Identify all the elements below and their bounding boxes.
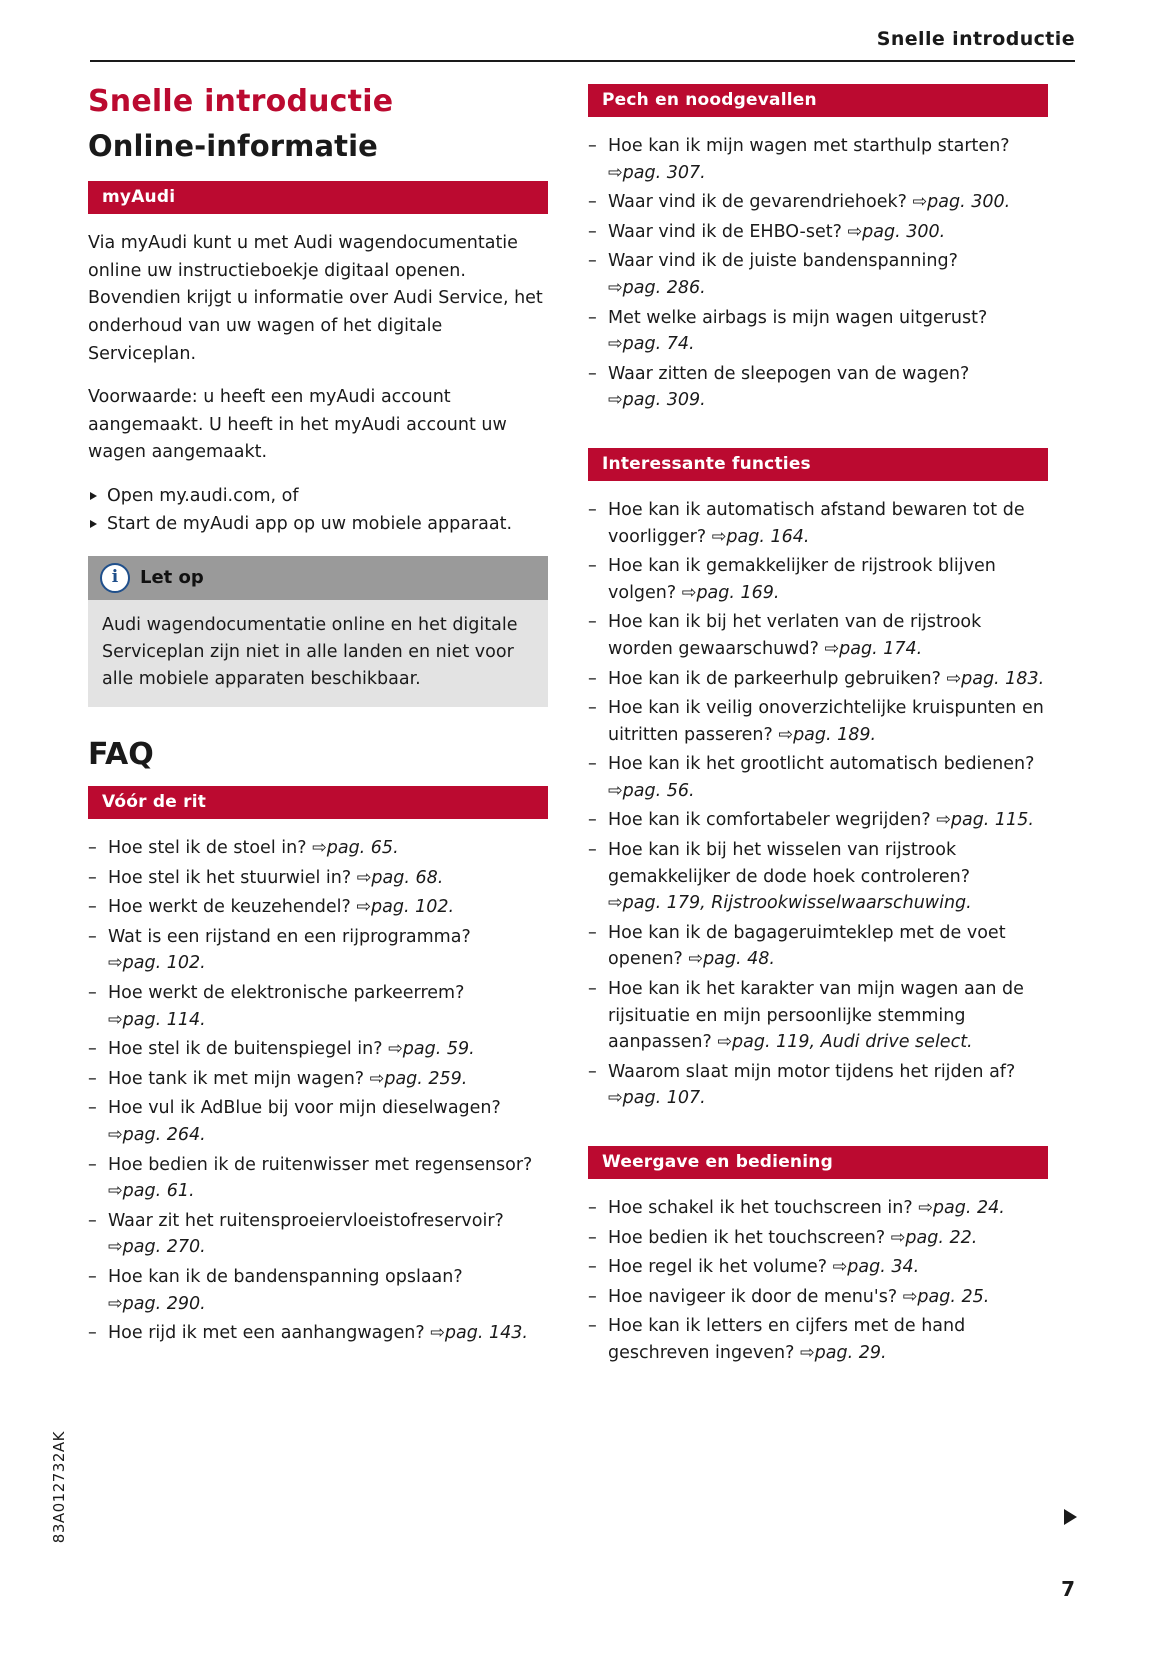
question-text: Hoe stel ik de buitenspiegel in? [108,1039,383,1060]
list-item [588,133,1048,186]
question-text: Met welke airbags is mijn wagen uitgerust? [608,307,988,328]
page-reference: ⇨pag. 169. [681,582,780,603]
list-item [588,1225,1048,1252]
page-reference: ⇨pag. 24. [918,1198,1005,1218]
section-bar-pech-en-noodgevallen: Pech en noodgevallen [588,84,1048,117]
section-bar-voor-de-rit: Vóór de rit [88,786,548,819]
question-text: Hoe stel ik de stoel in? [108,838,307,858]
page-reference: ⇨pag. 65. [312,838,399,858]
question-text: Hoe kan ik bij het wisselen van rijstrook gemakkelijker de dode hoek controleren? [608,840,971,887]
page-reference: ⇨pag. 68. [356,867,444,888]
right-column [588,84,1048,1370]
list-item: Open my.audi.com, of [88,483,548,509]
spine-document-code: 83A012732AK [50,1430,68,1543]
question-text: Hoe vul ik AdBlue bij voor mijn dieselwagen? [108,1098,501,1119]
list-item [88,924,548,977]
list-item [588,609,1048,662]
list-item [88,1320,548,1347]
faq-list-display [588,1195,1048,1367]
myaudi-action-list [88,483,548,538]
page-reference: ⇨pag. 22. [890,1227,978,1248]
page-reference: ⇨pag. 164. [711,526,810,547]
question-text: Waar vind ik de juiste bandenspanning? [608,251,958,272]
list-item [588,1059,1048,1112]
page-reference: ⇨pag. 307. [608,162,706,183]
page-number: 7 [1061,1577,1075,1601]
note-label: Let op [140,567,204,589]
question-text: Hoe kan ik mijn wagen met starthulp starten? [608,136,1010,156]
list-item [588,976,1048,1056]
question-text: Waar zit het ruitensproeiervloeistofreservoir? [108,1210,504,1231]
left-column [88,84,548,1350]
page-reference: ⇨pag. 102. [356,897,455,918]
list-item [588,1195,1048,1222]
page-reference: ⇨pag. 270. [108,1237,206,1258]
note-header [88,556,548,600]
page-reference: ⇨pag. 300. [912,192,1011,213]
header-rule [90,60,1075,62]
question-text: Waarom slaat mijn motor tijdens het rijden af? [608,1061,1016,1082]
page-reference: ⇨pag. 189. [778,724,877,745]
faq-list-features [588,497,1048,1112]
question-text: Hoe bedien ik het touchscreen? [608,1227,886,1248]
list-item [588,837,1048,917]
list-item [588,497,1048,550]
question-text: Hoe kan ik letters en cijfers met de hand geschreven ingeven? [608,1316,966,1363]
question-text: Hoe werkt de elektronische parkeerrem? [108,982,465,1003]
list-item [588,1313,1048,1366]
list-item [588,553,1048,606]
list-item [588,361,1048,414]
list-item [588,248,1048,301]
question-text: Hoe bedien ik de ruitenwisser met regensensor? [108,1154,533,1175]
continuation-arrow-icon [1064,1509,1077,1525]
question-text: Hoe kan ik automatisch afstand bewaren tot de voorligger? [608,499,1025,547]
question-text: Waar vind ik de EHBO-set? [608,221,842,242]
question-text: Hoe kan ik het karakter van mijn wagen aan de rijsituatie en mijn persoonlijke stemming aanpassen? [608,979,1024,1053]
question-text: Hoe tank ik met mijn wagen? [108,1068,365,1089]
page-reference: ⇨pag. 290. [108,1293,206,1314]
page-reference: ⇨pag. 56. [608,780,695,801]
question-text: Waar zitten de sleepogen van de wagen? [608,363,970,384]
question-text: Hoe kan ik bij het verlaten van de rijstrook worden gewaarschuwd? [608,612,982,659]
list-item [88,1152,548,1205]
page-reference: ⇨pag. 107. [608,1088,706,1109]
page-reference: ⇨pag. 29. [799,1342,887,1363]
page-reference: ⇨pag. 48. [688,949,775,970]
question-text: Hoe werkt de keuzehendel? [108,897,351,918]
list-item [588,219,1048,246]
page-reference: ⇨pag. 264. [108,1124,206,1145]
list-item [588,666,1048,693]
page-reference: ⇨pag. 286. [608,277,706,298]
list-item [588,695,1048,748]
question-text: Hoe kan ik gemakkelijker de rijstrook blijven volgen? [608,556,996,603]
page-reference: ⇨pag. 25. [902,1286,990,1307]
running-head: Snelle introductie [876,28,1075,50]
list-item [88,1066,548,1093]
question-text: Hoe navigeer ik door de menu's? [608,1286,898,1307]
page-reference: ⇨pag. 114. [108,1009,206,1030]
list-item [88,1095,548,1148]
list-item [588,1284,1048,1311]
question-text: Hoe stel ik het stuurwiel in? [108,867,352,888]
page-reference: ⇨pag. 179, Rijstrookwisselwaarschuwing. [608,893,972,914]
list-item [588,751,1048,804]
question-text: Hoe regel ik het volume? [608,1257,828,1278]
list-item [88,1036,548,1063]
paragraph-myaudi-intro: Via myAudi kunt u met Audi wagendocumentatie online uw instructieboekje digitaal openen. Bovendien krijgt u informatie over Audi Service, het onderhoud van uw wagen of het digitale Serviceplan. [88,233,543,364]
page-reference: ⇨pag. 309. [608,390,706,411]
page-reference: ⇨pag. 59. [388,1039,475,1060]
faq-list-breakdown [588,133,1048,414]
list-item [88,980,548,1033]
section-bar-myaudi: myAudi [88,181,548,214]
section-bar-interessante-functies: Interessante functies [588,448,1048,481]
question-text: Hoe schakel ik het touchscreen in? [608,1198,913,1218]
page-reference: ⇨pag. 115. [936,810,1034,831]
list-item [588,1254,1048,1281]
list-item [588,920,1048,973]
list-item [588,807,1048,834]
list-item [588,305,1048,358]
page-title: Snelle introductie [88,84,394,119]
section-title-faq: FAQ [88,737,154,772]
list-item: Start de myAudi app op uw mobiele apparaat. [88,511,548,537]
question-text: Hoe kan ik de bagageruimteklep met de voet openen? [608,922,1006,970]
list-item [88,894,548,921]
question-text: Hoe kan ik het grootlicht automatisch bedienen? [608,754,1035,775]
question-text: Hoe kan ik de bandenspanning opslaan? [108,1266,463,1287]
page-reference: ⇨pag. 74. [608,334,695,355]
list-item [88,835,548,862]
question-text: Hoe kan ik comfortabeler wegrijden? [608,810,931,831]
page-reference: ⇨pag. 102. [108,953,206,974]
page-reference: ⇨pag. 119, Audi drive select. [717,1032,973,1053]
faq-list-before-ride [88,835,548,1347]
page-reference: ⇨pag. 183. [946,668,1045,689]
question-text: Waar vind ik de gevarendriehoek? [608,192,907,213]
section-bar-weergave-en-bediening: Weergave en bediening [588,1146,1048,1179]
page-reference: ⇨pag. 259. [369,1068,468,1089]
page-reference: ⇨pag. 174. [824,638,923,659]
info-icon: i [100,563,130,593]
question-text: Hoe kan ik de parkeerhulp gebruiken? [608,668,941,689]
list-item [588,189,1048,216]
list-item [88,1264,548,1317]
page-reference: ⇨pag. 34. [832,1257,920,1278]
note-box [88,556,548,707]
page-reference: ⇨pag. 61. [108,1181,195,1202]
question-text: Hoe rijd ik met een aanhangwagen? [108,1323,425,1344]
question-text: Hoe kan ik veilig onoverzichtelijke kruispunten en uitritten passeren? [608,698,1044,745]
list-item [88,865,548,892]
paragraph-myaudi-requirement: Voorwaarde: u heeft een myAudi account aangemaakt. U heeft in het myAudi account uw wagen aangemaakt. [88,387,507,463]
page-reference: ⇨pag. 300. [847,221,946,242]
page-reference: ⇨pag. 143. [430,1323,528,1344]
question-text: Wat is een rijstand en een rijprogramma? [108,926,471,947]
list-item [88,1208,548,1261]
section-title-online-informatie: Online-informatie [88,129,378,163]
note-text: Audi wagendocumentatie online en het digitale Serviceplan zijn niet in alle landen en niet voor alle mobiele apparaten beschikbaar. [102,614,518,689]
